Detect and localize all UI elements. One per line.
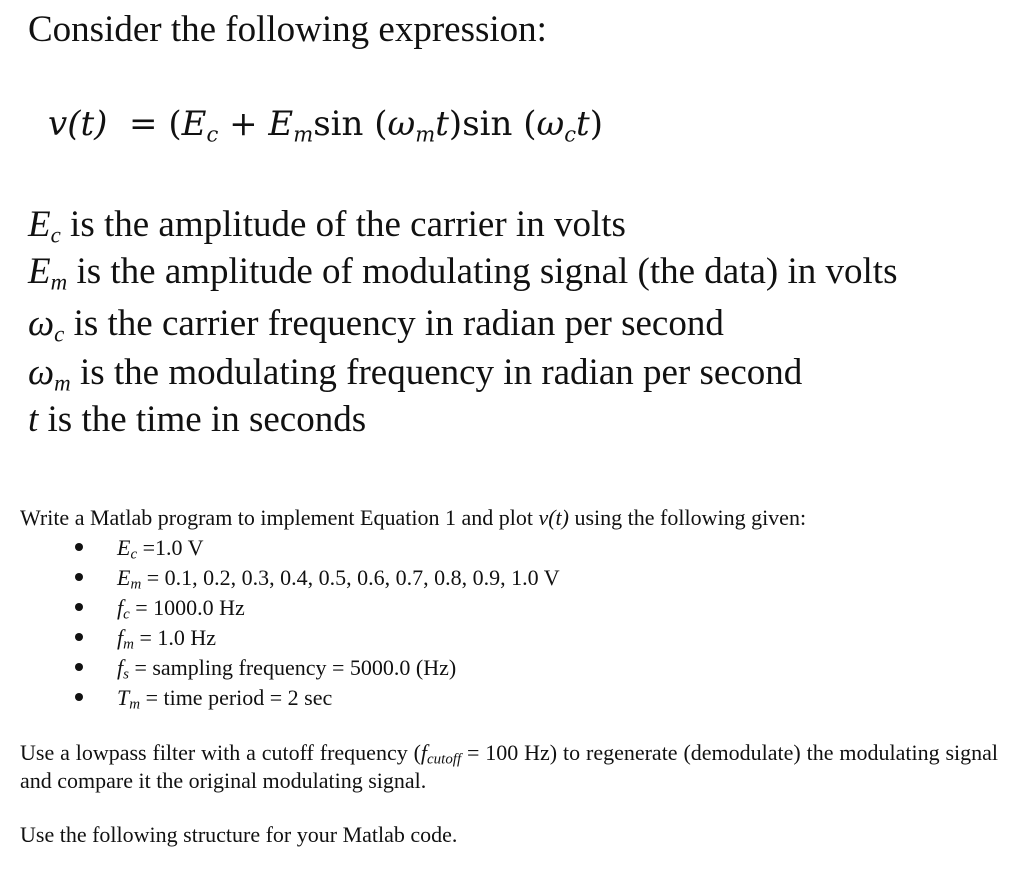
equation-arg1-open: ( xyxy=(374,104,388,144)
bullet-icon xyxy=(75,543,83,551)
structure-note: Use the following structure for your Matlab code. xyxy=(20,822,458,847)
bullet-icon xyxy=(75,603,83,611)
equation-arg1-close: ) xyxy=(448,104,463,144)
definition-omega-m: $\omega_m$ is the modulating frequency in radian per second xyxy=(28,352,803,396)
equation-lhs: v(t) xyxy=(48,104,108,144)
equation-em: E xyxy=(268,104,294,144)
equation-open-paren: ( xyxy=(168,104,182,144)
definition-t: t is the time in seconds xyxy=(28,399,367,440)
equation-sin-2: sin xyxy=(462,104,513,144)
equation-ec: E xyxy=(181,104,207,144)
modulation-equation xyxy=(48,104,603,147)
equation-omega-m: ω xyxy=(387,104,416,144)
equation-arg2-t: t xyxy=(576,104,590,144)
equation-omega-m-sub: m xyxy=(415,121,436,147)
lowpass-instruction: Use a lowpass filter with a cutoff frequency ($f_{cutoff} = 100$ Hz) to regenerate (demodulate) the modulating signal and compare it the original modulating signal. xyxy=(20,740,999,793)
equation-arg1-t: t xyxy=(435,104,449,144)
bullet-icon xyxy=(75,633,83,641)
definition-em: $E_m$ is the amplitude of modulating signal (the data) in volts xyxy=(28,251,898,295)
task-prompt: Write a Matlab program to implement Equation 1 and plot v(t) using the following given: xyxy=(20,505,807,530)
equation-arg2-open: ( xyxy=(523,104,537,144)
equation-sin-1: sin xyxy=(313,104,364,144)
equation-equals: = xyxy=(129,104,158,144)
definition-omega-c: $\omega_c$ is the carrier frequency in radian per second xyxy=(28,303,724,347)
definition-ec: $E_c$ is the amplitude of the carrier in volts xyxy=(28,204,626,248)
equation-em-sub: m xyxy=(293,121,314,147)
equation-plus: + xyxy=(229,104,258,144)
equation-ec-sub: c xyxy=(206,121,219,147)
equation-omega-c: ω xyxy=(536,104,565,144)
equation-arg2-close: ) xyxy=(589,104,603,144)
page-title: Consider the following expression: xyxy=(28,9,547,50)
bullet-icon xyxy=(75,573,83,581)
equation-omega-c-sub: c xyxy=(564,121,577,147)
bullet-icon xyxy=(75,693,83,701)
bullet-icon xyxy=(75,663,83,671)
